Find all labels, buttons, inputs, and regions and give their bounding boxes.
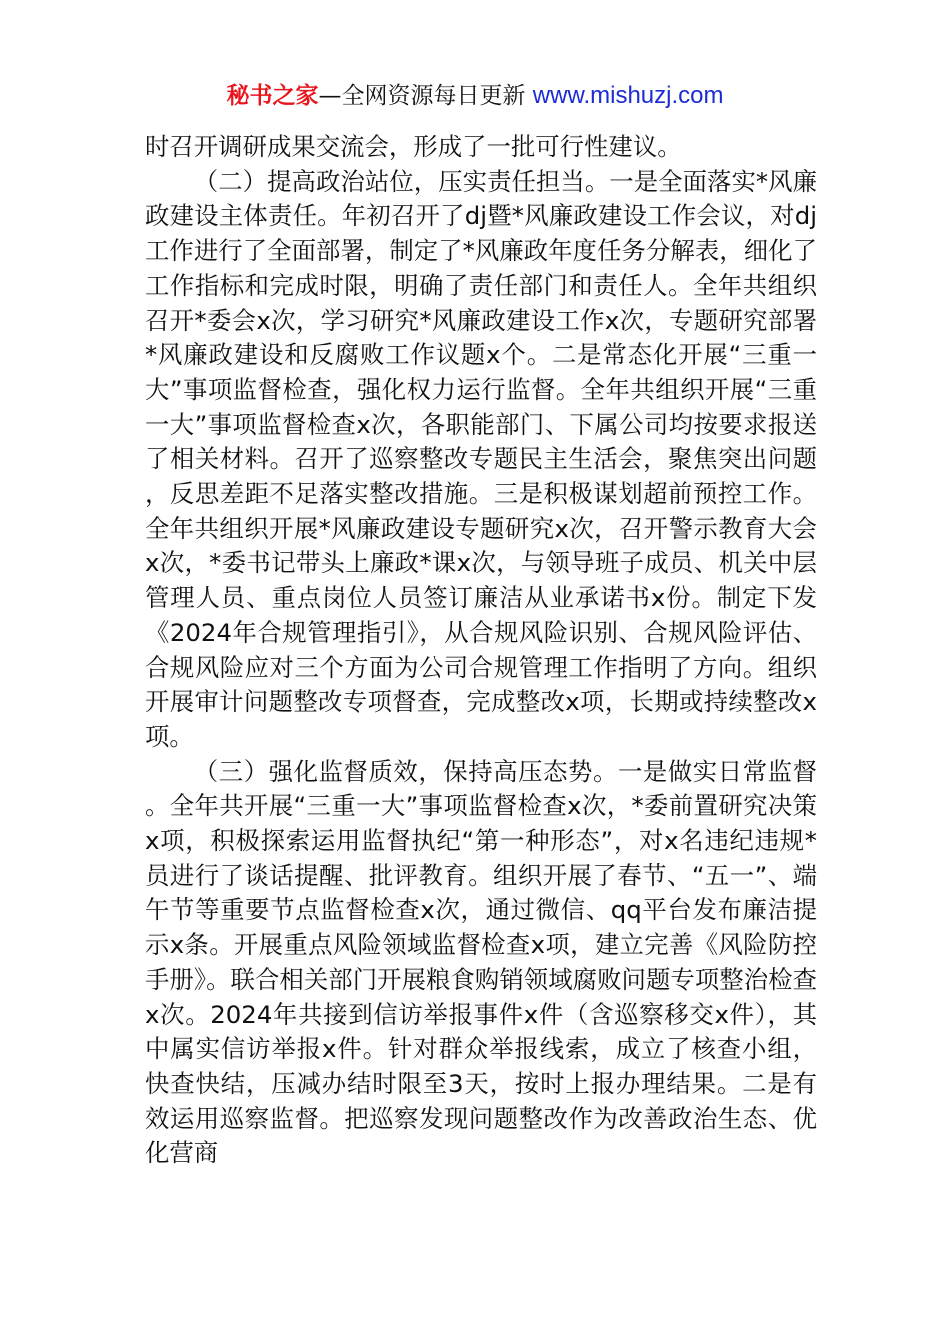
paragraph-section-three: （三）强化监督质效，保持高压态势。一是做实日常监督。全年共开展“三重一大”事项监督检查x次，*委前置研究决策x项，积极探索运用监督执纪“第一种形态”，对x名违纪违规*员进行了谈话提醒、批评教育。组织开展了春节、“五一”、端午节等重要节点监督检查x次，通过微信、qq平台发布廉洁提示x条。开展重点风险领域监督检查x项，建立完善《风险防控手册》。联合相关部门开展粮食购销领域腐败问题专项整治检查x次。2024年共接到信访举报事件x件（含巡察移交x件），其中属实信访举报x件。针对群众举报线索，成立了核查小组，快查快结，压减办结时限至3天，按时上报办理结果。二是有效运用巡察监督。把巡察发现问题整改作为改善政治生态、优化营商 xyxy=(145,756,817,1168)
header-tagline: —全网资源每日更新 xyxy=(318,83,526,109)
paragraph-section-two: （二）提高政治站位，压实责任担当。一是全面落实*风廉政建设主体责任。年初召开了dj暨*风廉政建设工作会议，对dj工作进行了全面部署，制定了*风廉政年度任务分解表，细化了工作指标和完成时限，明确了责任部门和责任人。全年共组织召开*委会x次，学习研究*风廉政建设工作x次，专题研究部署*风廉政建设和反腐败工作议题x个。二是常态化开展“三重一大”事项监督检查，强化权力运行监督。全年共组织开展“三重一大”事项监督检查x次，各职能部门、下属公司均按要求报送了相关材料。召开了巡察整改专题民主生活会，聚焦突出问题，反思差距不足落实整改措施。三是积极谋划超前预控工作。全年共组织开展*风廉政建设专题研究x次，召开警示教育大会x次，*委书记带头上廉政*课x次，与领导班子成员、机关中层管理人员、重点岗位人员签订廉洁从业承诺书x份。制定下发《2024年合规管理指引》，从合规风险识别、合规风险评估、合规风险应对三个方面为公司合规管理工作指明了方向。组织开展审计问题整改专项督查，完成整改x项，长期或持续整改x项。 xyxy=(145,166,817,751)
paragraph-continued: 时召开调研成果交流会，形成了一批可行性建议。 xyxy=(145,132,682,161)
site-header xyxy=(0,80,950,112)
document-body xyxy=(145,130,817,1171)
brand-name: 秘书之家 xyxy=(226,83,319,109)
site-url-link[interactable]: www.mishuzj.com xyxy=(532,82,724,109)
